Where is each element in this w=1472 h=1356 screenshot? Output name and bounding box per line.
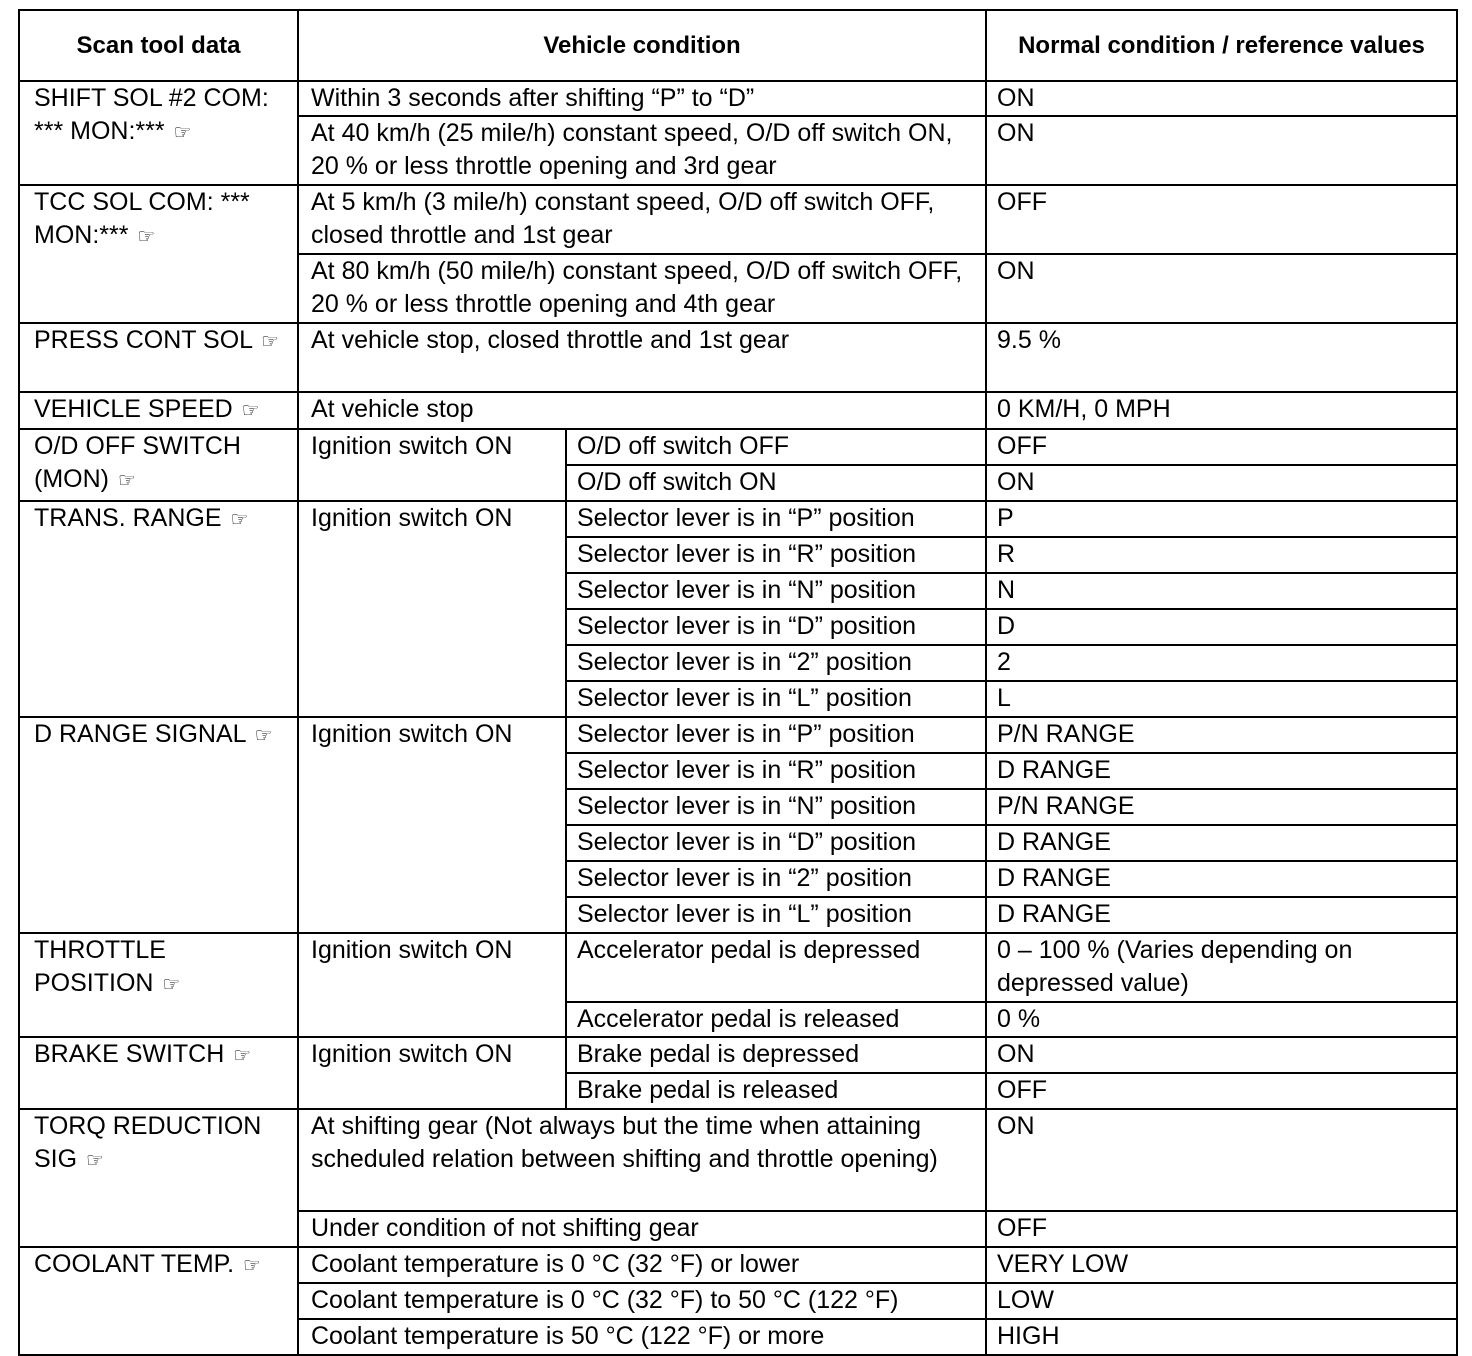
sub-condition-cell: Accelerator pedal is released	[566, 1002, 986, 1037]
sub-condition-cell: Selector lever is in “2” position	[566, 645, 986, 681]
header-normal-condition: Normal condition / reference values	[986, 10, 1457, 81]
table-row	[19, 1037, 1457, 1073]
reference-icon: ☞	[233, 1045, 252, 1067]
value-cell: LOW	[986, 1283, 1457, 1319]
value-cell: L	[986, 681, 1457, 717]
value-cell: ON	[986, 81, 1457, 116]
value-cell: OFF	[986, 1211, 1457, 1247]
item-throttle-position: THROTTLE POSITION ☞	[19, 933, 298, 1037]
header-vehicle-condition: Vehicle condition	[298, 10, 986, 81]
value-cell: 0 – 100 % (Varies depending on depressed value)	[986, 933, 1457, 1002]
reference-icon: ☞	[162, 974, 181, 996]
condition-cell: At 5 km/h (3 mile/h) constant speed, O/D off switch OFF, closed throttle and 1st gear	[298, 185, 986, 254]
value-cell: VERY LOW	[986, 1247, 1457, 1283]
sub-condition-cell: Brake pedal is depressed	[566, 1037, 986, 1073]
reference-icon: ☞	[241, 400, 260, 422]
reference-icon: ☞	[137, 226, 156, 248]
sub-condition-cell: Selector lever is in “L” position	[566, 897, 986, 933]
value-cell: ON	[986, 1109, 1457, 1211]
condition-cell: At 40 km/h (25 mile/h) constant speed, O/D off switch ON, 20 % or less throttle opening and 3rd gear	[298, 116, 986, 185]
table-row	[19, 717, 1457, 753]
value-cell: D RANGE	[986, 897, 1457, 933]
reference-icon: ☞	[173, 122, 192, 144]
item-torq-reduction-sig: TORQ REDUCTION SIG ☞	[19, 1109, 298, 1247]
reference-icon: ☞	[86, 1150, 104, 1172]
sub-condition-cell: Selector lever is in “L” position	[566, 681, 986, 717]
table-row	[19, 429, 1457, 465]
header-scan-tool-data: Scan tool data	[19, 10, 298, 81]
sub-condition-cell: Selector lever is in “2” position	[566, 861, 986, 897]
condition-cell: Within 3 seconds after shifting “P” to “D”	[298, 81, 986, 116]
value-cell: D RANGE	[986, 753, 1457, 789]
value-cell: 9.5 %	[986, 323, 1457, 392]
value-cell: ON	[986, 254, 1457, 323]
sub-condition-cell: Accelerator pedal is depressed	[566, 933, 986, 1002]
scan-tool-data-table	[18, 9, 1458, 1356]
reference-icon: ☞	[243, 1255, 261, 1277]
value-cell: ON	[986, 1037, 1457, 1073]
item-vehicle-speed: VEHICLE SPEED ☞	[19, 392, 298, 429]
condition-cell: Coolant temperature is 50 °C (122 °F) or more	[298, 1319, 986, 1355]
sub-condition-cell: Selector lever is in “P” position	[566, 501, 986, 537]
reference-icon: ☞	[254, 725, 273, 747]
condition-cell: Under condition of not shifting gear	[298, 1211, 986, 1247]
sub-condition-cell: Selector lever is in “R” position	[566, 753, 986, 789]
sub-condition-cell: Selector lever is in “N” position	[566, 573, 986, 609]
item-od-off-switch: O/D OFF SWITCH (MON) ☞	[19, 429, 298, 501]
value-cell: N	[986, 573, 1457, 609]
condition-cell: Ignition switch ON	[298, 501, 566, 717]
value-cell: D RANGE	[986, 861, 1457, 897]
value-cell: OFF	[986, 185, 1457, 254]
value-cell: 2	[986, 645, 1457, 681]
value-cell: OFF	[986, 1073, 1457, 1109]
value-cell: R	[986, 537, 1457, 573]
sub-condition-cell: Selector lever is in “R” position	[566, 537, 986, 573]
sub-condition-cell: Brake pedal is released	[566, 1073, 986, 1109]
condition-cell: Ignition switch ON	[298, 429, 566, 501]
condition-cell: At vehicle stop, closed throttle and 1st gear	[298, 323, 986, 392]
condition-cell: Ignition switch ON	[298, 933, 566, 1037]
value-cell: D RANGE	[986, 825, 1457, 861]
condition-cell: At 80 km/h (50 mile/h) constant speed, O/D off switch OFF, 20 % or less throttle opening and 4th gear	[298, 254, 986, 323]
table-row	[19, 1247, 1457, 1283]
value-cell: OFF	[986, 429, 1457, 465]
table-row	[19, 323, 1457, 392]
value-cell: ON	[986, 116, 1457, 185]
table-row	[19, 933, 1457, 1002]
value-cell: P/N RANGE	[986, 789, 1457, 825]
item-press-cont-sol: PRESS CONT SOL ☞	[19, 323, 298, 392]
table-row	[19, 501, 1457, 537]
reference-icon: ☞	[230, 509, 249, 531]
table-row	[19, 1109, 1457, 1211]
value-cell: 0 KM/H, 0 MPH	[986, 392, 1457, 429]
sub-condition-cell: Selector lever is in “D” position	[566, 825, 986, 861]
table-row	[19, 81, 1457, 116]
reference-icon: ☞	[261, 331, 280, 353]
value-cell: D	[986, 609, 1457, 645]
item-d-range-signal: D RANGE SIGNAL ☞	[19, 717, 298, 933]
item-trans-range: TRANS. RANGE ☞	[19, 501, 298, 717]
condition-cell: Ignition switch ON	[298, 717, 566, 933]
header-row	[19, 10, 1457, 81]
sub-condition-cell: O/D off switch OFF	[566, 429, 986, 465]
reference-icon: ☞	[117, 470, 136, 492]
condition-cell: At vehicle stop	[298, 392, 986, 429]
value-cell: 0 %	[986, 1002, 1457, 1037]
sub-condition-cell: Selector lever is in “P” position	[566, 717, 986, 753]
sub-condition-cell: O/D off switch ON	[566, 465, 986, 501]
condition-cell: Coolant temperature is 0 °C (32 °F) to 50 °C (122 °F)	[298, 1283, 986, 1319]
sub-condition-cell: Selector lever is in “N” position	[566, 789, 986, 825]
value-cell: P	[986, 501, 1457, 537]
sub-condition-cell: Selector lever is in “D” position	[566, 609, 986, 645]
condition-cell: At shifting gear (Not always but the time when attaining scheduled relation between shifting and throttle opening)	[298, 1109, 986, 1211]
condition-cell: Ignition switch ON	[298, 1037, 566, 1109]
condition-cell: Coolant temperature is 0 °C (32 °F) or lower	[298, 1247, 986, 1283]
table-row	[19, 185, 1457, 254]
item-shift-sol: SHIFT SOL #2 COM: *** MON:*** ☞	[19, 81, 298, 185]
value-cell: P/N RANGE	[986, 717, 1457, 753]
item-tcc-sol: TCC SOL COM: *** MON:*** ☞	[19, 185, 298, 323]
item-coolant-temp: COOLANT TEMP. ☞	[19, 1247, 298, 1355]
item-brake-switch: BRAKE SWITCH ☞	[19, 1037, 298, 1109]
value-cell: ON	[986, 465, 1457, 501]
table-row	[19, 392, 1457, 429]
value-cell: HIGH	[986, 1319, 1457, 1355]
